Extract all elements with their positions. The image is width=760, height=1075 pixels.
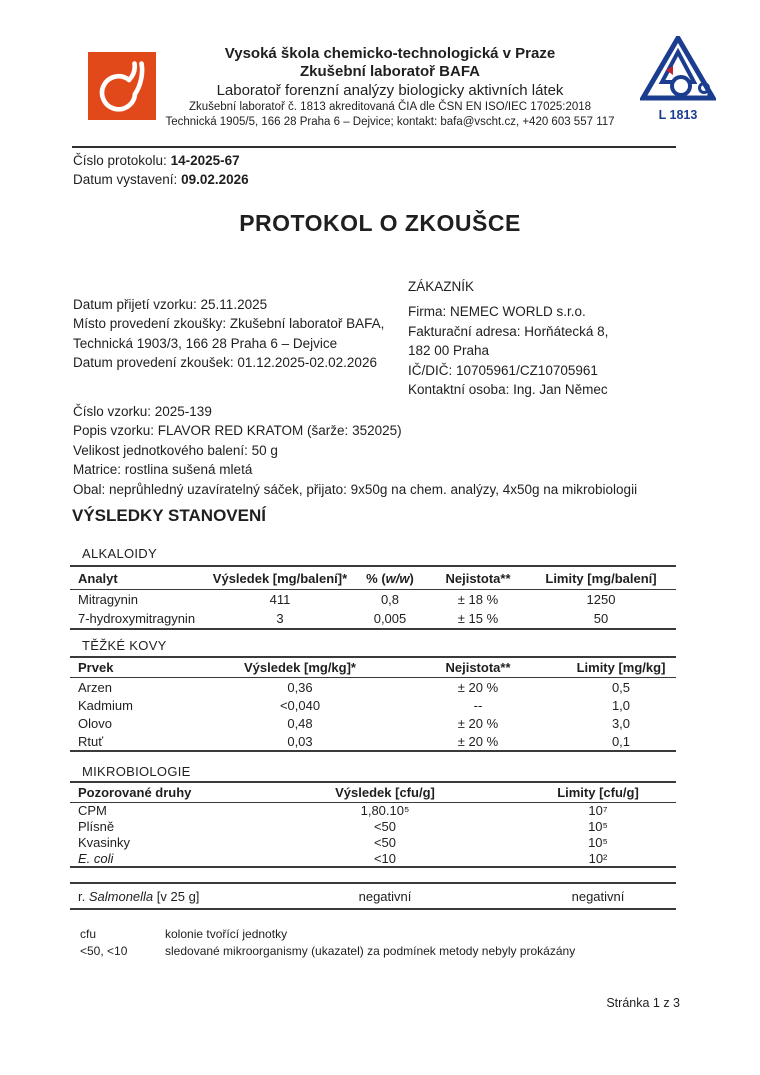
heavy-metals-label: TĚŽKÉ KOVY xyxy=(82,638,167,653)
table-cell: 10² xyxy=(588,850,608,866)
table-row xyxy=(70,609,676,629)
footnote-row xyxy=(80,943,575,960)
table-cell: -- xyxy=(473,697,483,713)
sample-line: Popis vzorku: FLAVOR RED KRATOM (šarže: 352025) xyxy=(73,423,402,439)
col-uncertainty: Nejistota** xyxy=(430,566,526,590)
table-row xyxy=(70,678,676,697)
table-header-row xyxy=(70,566,676,590)
customer-line: Kontaktní osoba: Ing. Jan Němec xyxy=(408,382,608,398)
table-cell: 1250 xyxy=(586,592,616,607)
col-percent: % (w/w) xyxy=(350,566,430,590)
col-limits: Limity [mg/balení] xyxy=(526,566,676,590)
sample-line: Číslo vzorku: 2025-139 xyxy=(73,404,212,419)
customer-line: Firma: NEMEC WORLD s.r.o. xyxy=(408,304,586,320)
table-cell: 0,36 xyxy=(287,679,313,695)
table-cell: 3 xyxy=(276,611,284,626)
table-cell: <0,040 xyxy=(279,697,321,713)
table-cell: 0,5 xyxy=(611,679,631,695)
results-heading: VÝSLEDKY STANOVENÍ xyxy=(72,506,266,525)
table-cell: 3,0 xyxy=(611,715,631,731)
customer-block xyxy=(408,277,698,399)
accreditation-label: L 1813 xyxy=(658,108,698,122)
footnote-desc: sledované mikroorganismy (ukazatel) za podmínek metody nebyly prokázány xyxy=(165,943,576,958)
info-line: Datum přijetí vzorku: 25.11.2025 xyxy=(73,297,268,312)
col-result: Výsledek [mg/kg]* xyxy=(210,657,390,678)
col-element: Prvek xyxy=(70,657,210,678)
footnote-term: cfu xyxy=(80,927,97,941)
table-cell: ± 20 % xyxy=(457,679,499,695)
footnote-row xyxy=(80,926,575,943)
col-limits: Limity [mg/kg] xyxy=(566,657,676,678)
table-cell: Plísně xyxy=(78,819,115,835)
table-cell: 0,005 xyxy=(373,611,407,626)
table-row xyxy=(70,714,676,732)
table-cell: 0,03 xyxy=(287,733,313,749)
table-row xyxy=(70,850,676,867)
col-result: Výsledek [cfu/g] xyxy=(250,782,520,803)
customer-line: IČ/DIČ: 10705961/CZ10705961 xyxy=(408,362,598,378)
table-header-row xyxy=(70,782,676,803)
table-cell: Kadmium xyxy=(78,697,133,713)
sample-line: Matrice: rostlina sušená mletá xyxy=(73,462,253,478)
table-cell: 50 xyxy=(593,611,609,626)
table-cell: ± 18 % xyxy=(457,592,499,607)
sample-line: Velikost jednotkového balení: 50 g xyxy=(73,442,278,458)
table-cell: Olovo xyxy=(78,715,112,731)
letterhead xyxy=(120,45,660,129)
table-cell: Arzen xyxy=(78,679,112,695)
issue-date-value: 09.02.2026 xyxy=(181,172,249,187)
accreditation-line: Zkušební laboratoř č. 1813 akreditovaná ČIA dle ČSN EN ISO/IEC 17025:2018 xyxy=(188,101,592,113)
sample-line: Obal: neprůhledný uzavíratelný sáček, přijato: 9x50g na chem. analýzy, 4x50g na mikrobiologii xyxy=(73,481,638,497)
footnote-desc: kolonie tvořící jednotky xyxy=(165,927,288,941)
contact-line: Technická 1905/5, 166 28 Praha 6 – Dejvice; kontakt: bafa@vscht.cz, +420 603 557 117 xyxy=(165,115,615,128)
table-row xyxy=(70,883,676,909)
alkaloids-label: ALKALOIDY xyxy=(82,546,157,561)
table-cell: 10⁵ xyxy=(588,819,608,835)
table-row xyxy=(70,590,676,610)
header-separator xyxy=(72,146,676,148)
customer-line: Fakturační adresa: Horňátecká 8, xyxy=(408,323,609,339)
table-cell: <50 xyxy=(373,834,397,850)
table-cell: negativní xyxy=(358,888,412,904)
sample-block xyxy=(73,402,693,499)
table-cell: 0,8 xyxy=(380,592,400,607)
lab-name: Zkušební laboratoř BAFA xyxy=(299,63,481,80)
table-row xyxy=(70,803,676,819)
table-cell: Kvasinky xyxy=(78,834,131,850)
table-row xyxy=(70,835,676,851)
heavy-metals-table xyxy=(70,656,676,752)
table-cell: 411 xyxy=(269,592,291,607)
page-title: PROTOKOL O ZKOUŠCE xyxy=(239,210,521,236)
info-line: Technická 1903/3, 166 28 Praha 6 – Dejvice xyxy=(73,335,338,351)
footnotes xyxy=(80,926,575,959)
protocol-number: Číslo protokolu: 14-2025-67 xyxy=(73,153,240,168)
table-cell: 10⁵ xyxy=(588,834,608,850)
customer-heading: ZÁKAZNÍK xyxy=(408,279,475,294)
footnote-term: <50, <10 xyxy=(80,943,128,958)
table-cell: 7-hydroxymitragynin xyxy=(78,611,196,626)
table-row xyxy=(70,819,676,835)
issue-date: Datum vystavení: 09.02.2026 xyxy=(73,172,249,187)
table-cell: 1,0 xyxy=(611,697,631,713)
lab-subtitle: Laboratoř forenzní analýzy biologicky aktivních látek xyxy=(216,82,564,99)
table-cell: ± 15 % xyxy=(457,611,499,626)
customer-line: 182 00 Praha xyxy=(408,343,490,359)
salmonella-table xyxy=(70,882,676,910)
table-cell: 0,1 xyxy=(611,733,631,749)
org-name: Vysoká škola chemicko-technologická v Praze xyxy=(224,45,556,62)
page-number: Stránka 1 z 3 xyxy=(606,996,680,1010)
info-line: Místo provedení zkoušky: Zkušební laboratoř BAFA, xyxy=(73,316,385,332)
table-cell: negativní xyxy=(571,888,625,904)
table-cell: 0,48 xyxy=(287,715,313,731)
table-cell: <50 xyxy=(373,819,397,835)
table-cell: Rtuť xyxy=(78,733,104,749)
table-cell: ± 20 % xyxy=(457,733,499,749)
table-row xyxy=(70,696,676,714)
col-uncertainty: Nejistota** xyxy=(390,657,566,678)
col-analyt: Analyt xyxy=(70,566,210,590)
table-cell: E. coli xyxy=(78,850,114,866)
microbiology-label: MIKROBIOLOGIE xyxy=(82,764,191,779)
table-cell: Mitragynin xyxy=(78,592,138,607)
accreditation-mark xyxy=(638,36,718,122)
cia-triangle-icon xyxy=(640,36,716,106)
table-cell: CPM xyxy=(78,803,107,819)
table-cell: 1,80.10⁵ xyxy=(360,803,410,819)
protocol-number-value: 14-2025-67 xyxy=(170,153,240,168)
salmonella-species-cell: r. Salmonella [v 25 g] xyxy=(78,888,200,904)
info-line: Datum provedení zkoušek: 01.12.2025-02.02.2026 xyxy=(73,355,377,371)
table-cell: ± 20 % xyxy=(457,715,499,731)
col-result: Výsledek [mg/balení]* xyxy=(210,566,350,590)
alkaloids-table xyxy=(70,565,676,630)
col-limits: Limity [cfu/g] xyxy=(520,782,676,803)
col-species: Pozorované druhy xyxy=(70,782,250,803)
table-row xyxy=(70,732,676,751)
test-info-block xyxy=(73,295,403,373)
table-cell: 10⁷ xyxy=(588,803,608,819)
microbiology-table xyxy=(70,781,676,868)
table-header-row xyxy=(70,657,676,678)
protocol-meta xyxy=(73,151,249,189)
table-cell: <10 xyxy=(373,850,397,866)
